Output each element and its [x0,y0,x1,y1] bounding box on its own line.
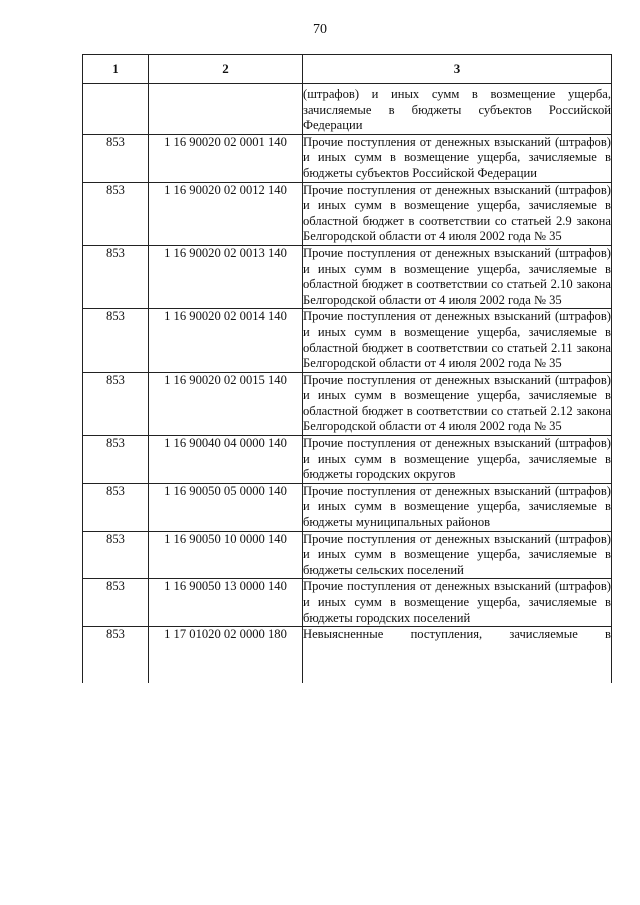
table-row [83,531,612,579]
table-row [83,579,612,627]
revenue-description-cell: Прочие поступления от денежных взысканий (штрафов) и иных сумм в возмещение ущерба, зачисляемые в областной бюджет в соответствии со статьей 2.11 закона Белгородской области от 4 июля 2002 года № 35 [303,309,612,372]
revenue-description-cell: Прочие поступления от денежных взысканий (штрафов) и иных сумм в возмещение ущерба, зачисляемые в областной бюджет в соответствии со статьей 2.12 закона Белгородской области от 4 июля 2002 года № 35 [303,372,612,435]
table-row [83,372,612,435]
revenue-code-cell: 1 16 90020 02 0013 140 [149,245,303,308]
revenue-description-cell: Прочие поступления от денежных взысканий (штрафов) и иных сумм в возмещение ущерба, зачисляемые в бюджеты городских поселений [303,579,612,627]
revenue-code-cell: 1 16 90050 05 0000 140 [149,483,303,531]
revenue-code-cell: 1 16 90020 02 0015 140 [149,372,303,435]
admin-code-cell: 853 [83,627,149,683]
column-header-2: 2 [149,55,303,84]
revenue-code-cell: 1 16 90050 13 0000 140 [149,579,303,627]
revenue-description-cell: Прочие поступления от денежных взысканий (штрафов) и иных сумм в возмещение ущерба, зачисляемые в областной бюджет в соответствии со статьей 2.9 закона Белгородской области от 4 июля 2002 года № 35 [303,182,612,245]
table-row-continuation [83,84,612,135]
column-header-3: 3 [303,55,612,84]
revenue-description-cell: Прочие поступления от денежных взысканий (штрафов) и иных сумм в возмещение ущерба, зачисляемые в областной бюджет в соответствии со статьей 2.10 закона Белгородской области от 4 июля 2002 года № 35 [303,245,612,308]
revenue-description-cell: Прочие поступления от денежных взысканий (штрафов) и иных сумм в возмещение ущерба, зачисляемые в бюджеты городских округов [303,436,612,484]
revenue-description-cell: (штрафов) и иных сумм в возмещение ущерба, зачисляемые в бюджеты субъектов Российской Федерации [303,84,612,135]
admin-code-cell: 853 [83,245,149,308]
table-row [83,309,612,372]
table-row [83,134,612,182]
admin-code-cell [83,84,149,135]
revenue-code-cell: 1 17 01020 02 0000 180 [149,627,303,683]
revenue-code-cell: 1 16 90020 02 0012 140 [149,182,303,245]
column-header-1: 1 [83,55,149,84]
revenue-codes-table [82,54,612,683]
admin-code-cell: 853 [83,531,149,579]
admin-code-cell: 853 [83,134,149,182]
admin-code-cell: 853 [83,579,149,627]
revenue-code-cell: 1 16 90020 02 0014 140 [149,309,303,372]
revenue-code-cell: 1 16 90040 04 0000 140 [149,436,303,484]
table-row [83,483,612,531]
revenue-code-cell [149,84,303,135]
page-number: 70 [313,22,327,37]
admin-code-cell: 853 [83,182,149,245]
revenue-code-cell: 1 16 90020 02 0001 140 [149,134,303,182]
admin-code-cell: 853 [83,309,149,372]
revenue-description-cell: Прочие поступления от денежных взысканий (штрафов) и иных сумм в возмещение ущерба, зачисляемые в бюджеты сельских поселений [303,531,612,579]
table-header-row [83,55,612,84]
revenue-description-cell: Невыясненные поступления, зачисляемые в [303,627,612,683]
table-row [83,627,612,683]
table-row [83,436,612,484]
admin-code-cell: 853 [83,436,149,484]
admin-code-cell: 853 [83,483,149,531]
revenue-description-cell: Прочие поступления от денежных взысканий (штрафов) и иных сумм в возмещение ущерба, зачисляемые в бюджеты субъектов Российской Федерации [303,134,612,182]
revenue-description-cell: Прочие поступления от денежных взысканий (штрафов) и иных сумм в возмещение ущерба, зачисляемые в бюджеты муниципальных районов [303,483,612,531]
table-row [83,182,612,245]
revenue-code-cell: 1 16 90050 10 0000 140 [149,531,303,579]
table-row [83,245,612,308]
admin-code-cell: 853 [83,372,149,435]
